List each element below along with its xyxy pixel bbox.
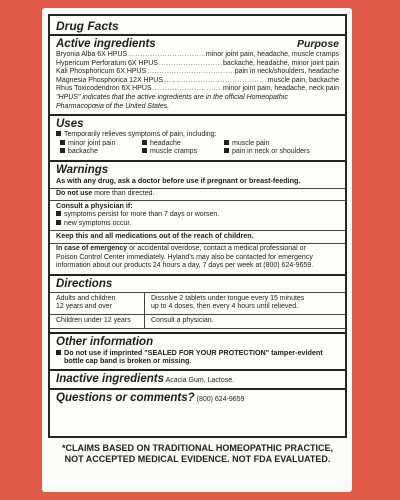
other-info-heading: Other information [56,335,154,348]
directions-row [50,293,345,315]
emergency-label: In case of emergency [56,245,128,253]
inactive-ingredients-line [56,373,339,386]
ingredient-list [56,51,339,94]
ingredient-name: Rhus Toxicodendron 6X HPUS [56,85,152,93]
purpose-heading: Purpose [296,38,339,50]
use-item [142,140,224,149]
leader-dots [159,60,222,69]
active-header-row [56,38,339,51]
leader-dots [153,85,222,94]
bullet-square-icon [142,140,147,145]
bullet-square-icon [56,131,61,136]
use-item-text: backache [68,148,98,156]
questions-label: Questions or comments? [56,392,195,405]
bullet-square-icon [56,220,61,225]
other-info-item-2: bottle cap band is broken or missing. [64,356,192,366]
divider [50,243,345,244]
uses-grid [56,140,339,157]
do-not-use-label: Do not use [56,189,93,197]
questions-line [56,392,339,405]
drug-facts-title: Drug Facts [56,19,119,33]
ask-doctor-warning: As with any drug, ask a doctor before use if pregnant or breast-feeding. [56,175,301,185]
inactive-ingredients-label: Inactive ingredients [56,373,165,386]
divider [50,388,345,390]
emergency-line-1 [56,245,339,254]
age-line-1: Adults and children [56,294,116,302]
drug-facts-panel [48,14,347,438]
divider [50,188,345,189]
use-item-text: muscle pain [232,139,270,147]
divider [50,332,345,334]
emergency-line-2: Poison Control Center immediately. Hyland's may also be contacted for emergency [56,253,313,261]
directions-age-cell [50,293,145,314]
bullet-square-icon [224,140,229,145]
ingredient-name: Bryonia Alba 6X HPUS [56,51,128,58]
use-item [60,148,142,157]
ingredient-row [56,68,339,77]
bullet-square-icon [60,148,65,153]
bullet-square-icon [224,148,229,153]
consult-item-text: symptoms persist for more than 7 days or worsen. [64,211,220,219]
directions-age-cell [50,315,145,328]
ingredient-name: Hypericum Perforatum 6X HPUS [56,59,158,67]
consult-item [56,220,339,229]
keep-away-warning: Keep this and all medications out of the reach of children. [56,231,254,241]
use-item [224,148,339,157]
ingredient-row [56,51,339,60]
directions-dose-cell [145,293,345,314]
do-not-use-line [56,190,339,199]
divider [50,160,345,162]
directions-heading: Directions [56,277,113,290]
ingredient-purpose: minor joint pain, headache, neck pain [223,85,339,93]
inactive-ingredients-value: Acacia Gum, Lactose. [164,377,235,385]
age-line-2: 12 years and over [56,303,113,311]
bullet-square-icon [56,211,61,216]
hpus-note-2: Pharmacopœia of the United States. [56,102,170,110]
directions-table [50,292,345,329]
consult-title: Consult a physician if: [56,201,133,211]
dose-line-2: up to 4 doses, then every 4 hours until relieved. [151,303,299,311]
bullet-square-icon [60,140,65,145]
warnings-heading: Warnings [56,163,109,176]
ingredient-name: Magnesia Phosphorica 12X HPUS [56,76,164,84]
ingredient-purpose: backache, headache, minor joint pain [223,59,339,67]
claims-line-1: *CLAIMS BASED ON TRADITIONAL HOMEOPATHIC PRACTICE, [61,443,333,453]
use-item [224,140,339,149]
uses-intro-text: Temporarily relieves symptoms of pain, including: [64,131,217,139]
emergency-line-3: information about our products 24 hours a day, 7 days per week at (800) 624-9659. [56,262,314,270]
claims-line-2: NOT ACCEPTED MEDICAL EVIDENCE. NOT FDA EVALUATED. [64,454,331,464]
active-ingredients-heading: Active ingredients [56,38,156,50]
bullet-square-icon [142,148,147,153]
consult-item [56,211,339,220]
dose-line-1: Dissolve 2 tablets under tongue every 15 minutes [151,294,305,302]
divider [50,274,345,276]
consult-item-text: new symptoms occur. [64,219,132,227]
divider [50,114,345,116]
divider [50,369,345,371]
use-item [142,148,224,157]
leader-dots [128,51,205,60]
age-line-1: Children under 12 years [56,317,131,325]
dose-line-1: Consult a physician. [151,317,214,325]
ingredient-row [56,60,339,69]
leader-dots [147,68,233,77]
use-item [60,140,142,149]
uses-intro [56,131,339,140]
directions-dose-cell [145,315,345,328]
directions-row [50,315,345,329]
ingredient-row [56,77,339,86]
other-info-text: Do not use if imprinted "SEALED FOR YOUR PROTECTION" tamper-evident [64,347,323,357]
uses-heading: Uses [56,118,84,131]
divider [50,34,345,36]
do-not-use-text: more than directed. [92,189,155,197]
ingredient-purpose: minor joint pain, headache, muscle cramps [205,51,339,58]
use-item-text: minor joint pain [68,139,116,147]
ingredient-purpose: pain in neck/shoulders, headache [234,68,339,76]
use-item-text: pain in neck or shoulders [232,148,310,156]
ingredient-row [56,85,339,94]
bullet-square-icon [56,350,61,355]
hpus-note-1: "HPUS" indicates that the active ingredients are in the official Homeopathic [56,93,288,101]
consult-list [56,211,339,228]
claims-disclaimer [48,438,347,470]
use-item-text: headache [150,139,181,147]
ingredient-name: Kali Phosphoricum 6X HPUS [56,68,147,76]
questions-phone: (800) 624-9659 [194,396,245,404]
ingredient-purpose: muscle pain, backache [267,76,339,84]
leader-dots [164,77,267,86]
emergency-text-1: or accidental overdose, contact a medical professional or [127,245,306,253]
use-item-text: muscle cramps [150,148,198,156]
